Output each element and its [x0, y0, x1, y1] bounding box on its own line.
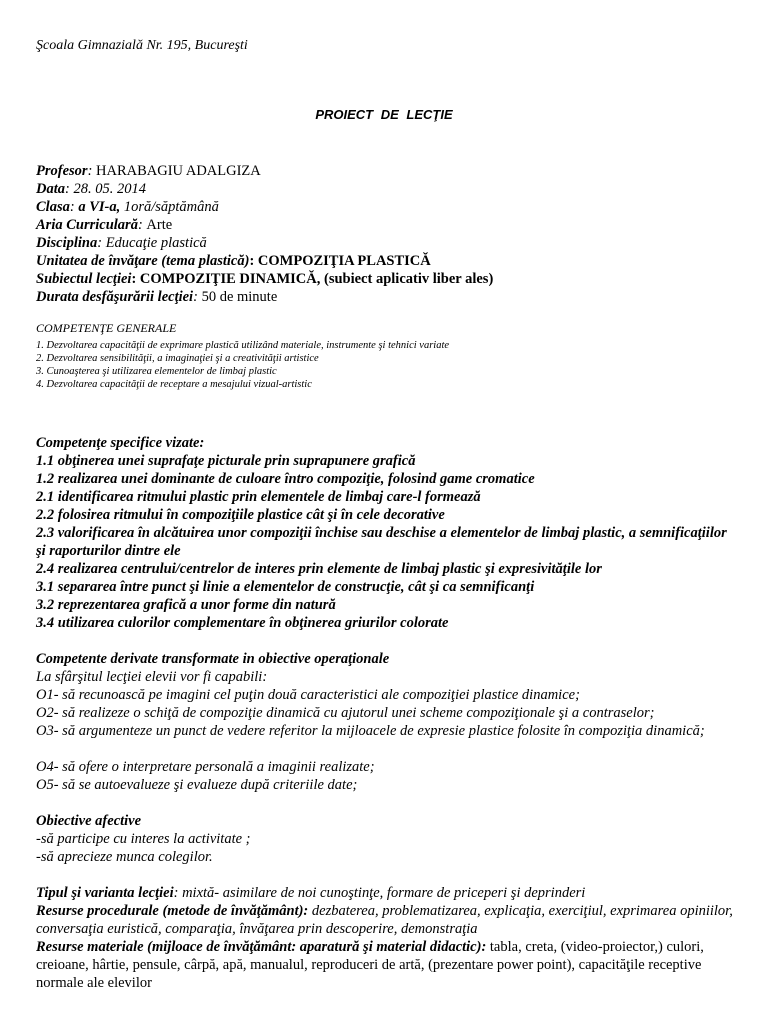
obiective-afective-heading: Obiective afective	[36, 813, 142, 829]
competenta-generala: 3. Cunoaşterea şi utilizarea elementelor de limbaj plastic	[36, 366, 277, 377]
school-name: Şcoala Gimnazială Nr. 195, Bucureşti	[36, 38, 248, 53]
competenta-generala: 4. Dezvoltarea capacităţii de receptare a mesajului vizual-artistic	[36, 379, 312, 390]
info-disciplina: Disciplina: Educaţie plastică	[36, 235, 207, 251]
competenta-specifica: 1.1 obţinerea unei suprafaţe picturale prin suprapunere grafică	[36, 453, 416, 469]
competenta-generala: 1. Dezvoltarea capacităţii de exprimare plastică utilizând materiale, instrumente şi tehnici variate	[36, 340, 450, 351]
tipul-lectiei: Tipul şi varianta lecţiei: mixtă- asimilare de noi cunoştinţe, formare de priceperi şi deprinderi	[36, 885, 586, 901]
obiective-operationale-heading: Competente derivate transformate in obiective operaţionale	[36, 651, 390, 667]
competente-generale-heading: COMPETENŢE GENERALE	[36, 321, 177, 335]
info-subiectul: Subiectul lecţiei: COMPOZIŢIE DINAMICĂ, (subiect aplicativ liber ales)	[36, 271, 494, 287]
competenta-specifica: 2.2 folosirea ritmului în compoziţiile plastice cât şi în cele decorative	[36, 507, 445, 523]
competenta-specifica: 3.1 separarea între punct şi linie a elementelor de construcţie, cât şi ca semnificanţi	[36, 579, 535, 595]
obiectiv-afectiv: -să aprecieze munca colegilor.	[36, 849, 213, 865]
info-unitatea: Unitatea de învăţare (tema plastică): COMPOZIŢIA PLASTICĂ	[36, 253, 431, 269]
info-data: Data: 28. 05. 2014	[36, 181, 146, 197]
obiective-intro: La sfârşitul lecţiei elevii vor fi capabili:	[36, 669, 268, 685]
competenta-generala: 2. Dezvoltarea sensibilităţii, a imaginaţiei şi a creativităţii artistice	[36, 353, 319, 364]
resurse-materiale: Resurse materiale (mijloace de învăţământ: aparatură şi material didactic): tabla, creta, (video-proiector,) culori, creioane, hârtie, pensule, cârpă, apă, manualul, reproduceri de artă, (prezentare power point), capacităţile receptive normale ale elevilor	[36, 939, 704, 991]
resurse-procedurale: Resurse procedurale (metode de învăţământ): dezbaterea, problematizarea, explicaţia, exerciţiul, exprimarea opiniilor, conversaţia euristică, comparaţia, învăţarea prin descoperire, demonstraţia	[36, 903, 733, 937]
competenta-specifica: 2.1 identificarea ritmului plastic prin elementele de limbaj care-l formează	[36, 489, 481, 505]
competenta-specifica: 3.4 utilizarea culorilor complementare în obţinerea griurilor colorate	[36, 615, 449, 631]
competente-specifice-heading: Competenţe specifice vizate:	[36, 435, 205, 451]
competenta-specifica: 1.2 realizarea unei dominante de culoare întro compoziţie, folosind game cromatice	[36, 471, 535, 487]
obiectiv-operational: O2- să realizeze o schiţă de compoziţie dinamică cu ajutorul unei scheme compoziţionale şi a contraselor;	[36, 705, 655, 721]
obiectiv-operational: O5- să se autoevalueze şi evalueze după criteriile date;	[36, 777, 358, 793]
obiectiv-operational: O3- să argumenteze un punct de vedere referitor la mijloacele de expresie plastice folosite în compoziţia dinamică;	[36, 723, 705, 739]
competenta-specifica: 3.2 reprezentarea grafică a unor forme din natură	[36, 597, 336, 613]
info-profesor: Profesor: HARABAGIU ADALGIZA	[36, 163, 261, 179]
info-clasa: Clasa: a VI-a, 1oră/săptămână	[36, 199, 219, 215]
competenta-specifica: 2.4 realizarea centrului/centrelor de interes prin elemente de limbaj plastic şi expresivităţile lor	[36, 561, 602, 577]
competenta-specifica: 2.3 valorificarea în alcătuirea unor compoziţii închise sau deschise a elementelor de limbaj plastic, a semnificaţiilor şi raporturilor dintre ele	[36, 525, 727, 559]
info-aria: Aria Curriculară: Arte	[36, 217, 173, 233]
page-title: PROIECT DE LECŢIE	[315, 107, 453, 122]
info-durata: Durata desfăşurării lecţiei: 50 de minute	[36, 289, 278, 305]
obiectiv-operational: O4- să ofere o interpretare personală a imaginii realizate;	[36, 759, 375, 775]
obiectiv-afectiv: -să participe cu interes la activitate ;	[36, 831, 251, 847]
obiectiv-operational: O1- să recunoască pe imagini cel puţin două caracteristici ale compoziţiei plastice dinamice;	[36, 687, 580, 703]
